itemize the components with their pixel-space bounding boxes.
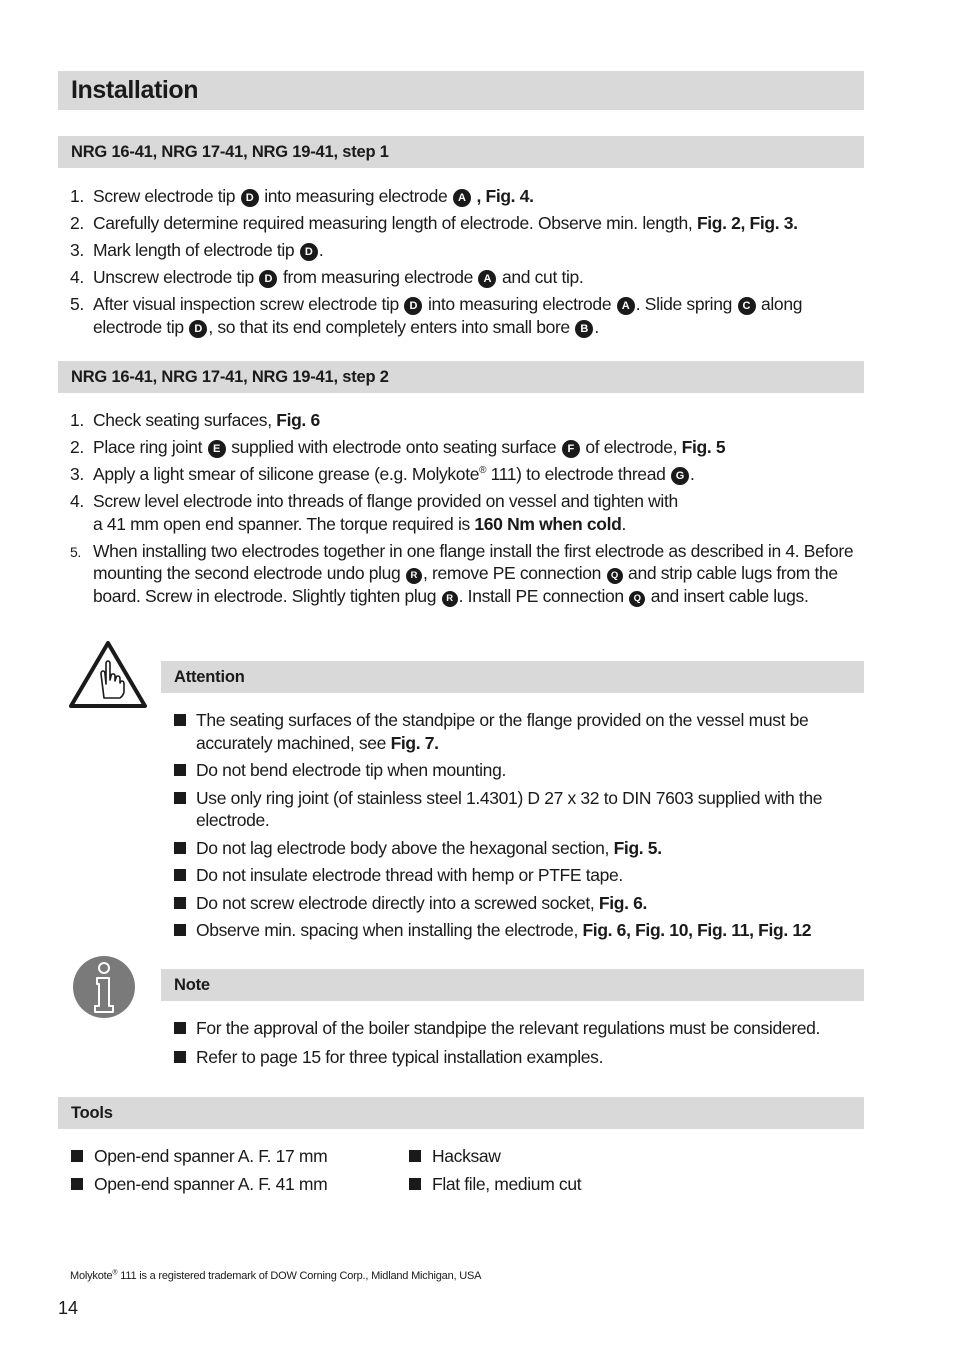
list-item: 3. Mark length of electrode tip D .: [70, 240, 324, 260]
attention-heading: Attention: [161, 661, 864, 693]
list-item: Do not insulate electrode thread with hemp or PTFE tape.: [174, 864, 864, 887]
list-item: 4. Screw level electrode into threads of flange provided on vessel and tighten with a 41 mm open end spanner. The torque required is 160 Nm when cold.: [70, 491, 678, 534]
page-title: Installation: [58, 71, 864, 110]
tools-heading: Tools: [58, 1097, 864, 1129]
list-item: 5. When installing two electrodes together in one flange install the first electrode as described in 4. Before mounting the second electrode undo plug R , remove PE connection Q and strip cable lugs from the board. Screw in electrode. Slightly tighten plug R . Install PE connection Q and insert cable lugs.: [70, 540, 854, 606]
list-item: Use only ring joint (of stainless steel 1.4301) D 27 x 32 to DIN 7603 supplied with the electrode.: [174, 787, 864, 832]
list-item: For the approval of the boiler standpipe the relevant regulations must be considered.: [174, 1017, 864, 1040]
list-item: Refer to page 15 for three typical installation examples.: [174, 1046, 864, 1069]
info-icon: [71, 954, 137, 1020]
list-item: 2. Place ring joint E supplied with electrode onto seating surface F of electrode, Fig. 5: [70, 437, 726, 457]
list-item: 3. Apply a light smear of silicone grease (e.g. Molykote® 111) to electrode thread G .: [70, 464, 695, 484]
list-item: 2. Carefully determine required measuring length of electrode. Observe min. length, Fig. 2, Fig. 3.: [70, 213, 798, 233]
hand-warning-icon: [68, 640, 148, 710]
list-item: 1. Check seating surfaces, Fig. 6: [70, 410, 320, 430]
callout-marker: D: [404, 297, 422, 315]
callout-marker: Q: [607, 568, 623, 584]
list-item: Flat file, medium cut: [409, 1173, 581, 1196]
list-item: Do not bend electrode tip when mounting.: [174, 759, 864, 782]
step1-heading: NRG 16-41, NRG 17-41, NRG 19-41, step 1: [58, 136, 864, 168]
list-item: The seating surfaces of the standpipe or the flange provided on the vessel must be accurately machined, see Fig. 7.: [174, 709, 864, 754]
list-item: Observe min. spacing when installing the electrode, Fig. 6, Fig. 10, Fig. 11, Fig. 12: [174, 919, 864, 942]
list-item: 1. Screw electrode tip D into measuring electrode A , Fig. 4.: [70, 186, 534, 206]
list-item: Do not screw electrode directly into a screwed socket, Fig. 6.: [174, 892, 864, 915]
list-item: Hacksaw: [409, 1145, 581, 1168]
callout-marker: Q: [629, 591, 645, 607]
note-list: [174, 1017, 864, 1074]
step2-heading: NRG 16-41, NRG 17-41, NRG 19-41, step 2: [58, 361, 864, 393]
tools-list-left: [71, 1145, 327, 1201]
callout-marker: F: [562, 440, 580, 458]
list-item: Do not lag electrode body above the hexagonal section, Fig. 5.: [174, 837, 864, 860]
callout-marker: E: [208, 440, 226, 458]
note-heading: Note: [161, 969, 864, 1001]
callout-marker: D: [241, 189, 259, 207]
step2-list: [70, 409, 860, 612]
callout-marker: D: [189, 320, 207, 338]
callout-marker: R: [442, 591, 458, 607]
callout-marker: A: [617, 297, 635, 315]
attention-list: [174, 709, 864, 947]
page-number: 14: [58, 1298, 79, 1318]
callout-marker: D: [300, 243, 318, 261]
list-item: 5. After visual inspection screw electrode tip D into measuring electrode A . Slide spring C along electrode tip D , so that its end completely enters into small bore B .: [70, 294, 803, 337]
list-item: Open-end spanner A. F. 17 mm: [71, 1145, 327, 1168]
callout-marker: D: [259, 270, 277, 288]
footnote: Molykote® 111 is a registered trademark of DOW Corning Corp., Midland Michigan, USA: [70, 1269, 482, 1282]
callout-marker: G: [671, 467, 689, 485]
callout-marker: R: [406, 568, 422, 584]
callout-marker: B: [575, 320, 593, 338]
list-item: 4. Unscrew electrode tip D from measuring electrode A and cut tip.: [70, 267, 584, 287]
callout-marker: A: [453, 189, 471, 207]
tools-list-right: [409, 1145, 581, 1201]
step1-list: [70, 185, 860, 343]
callout-marker: A: [478, 270, 496, 288]
list-item: Open-end spanner A. F. 41 mm: [71, 1173, 327, 1196]
callout-marker: C: [738, 297, 756, 315]
